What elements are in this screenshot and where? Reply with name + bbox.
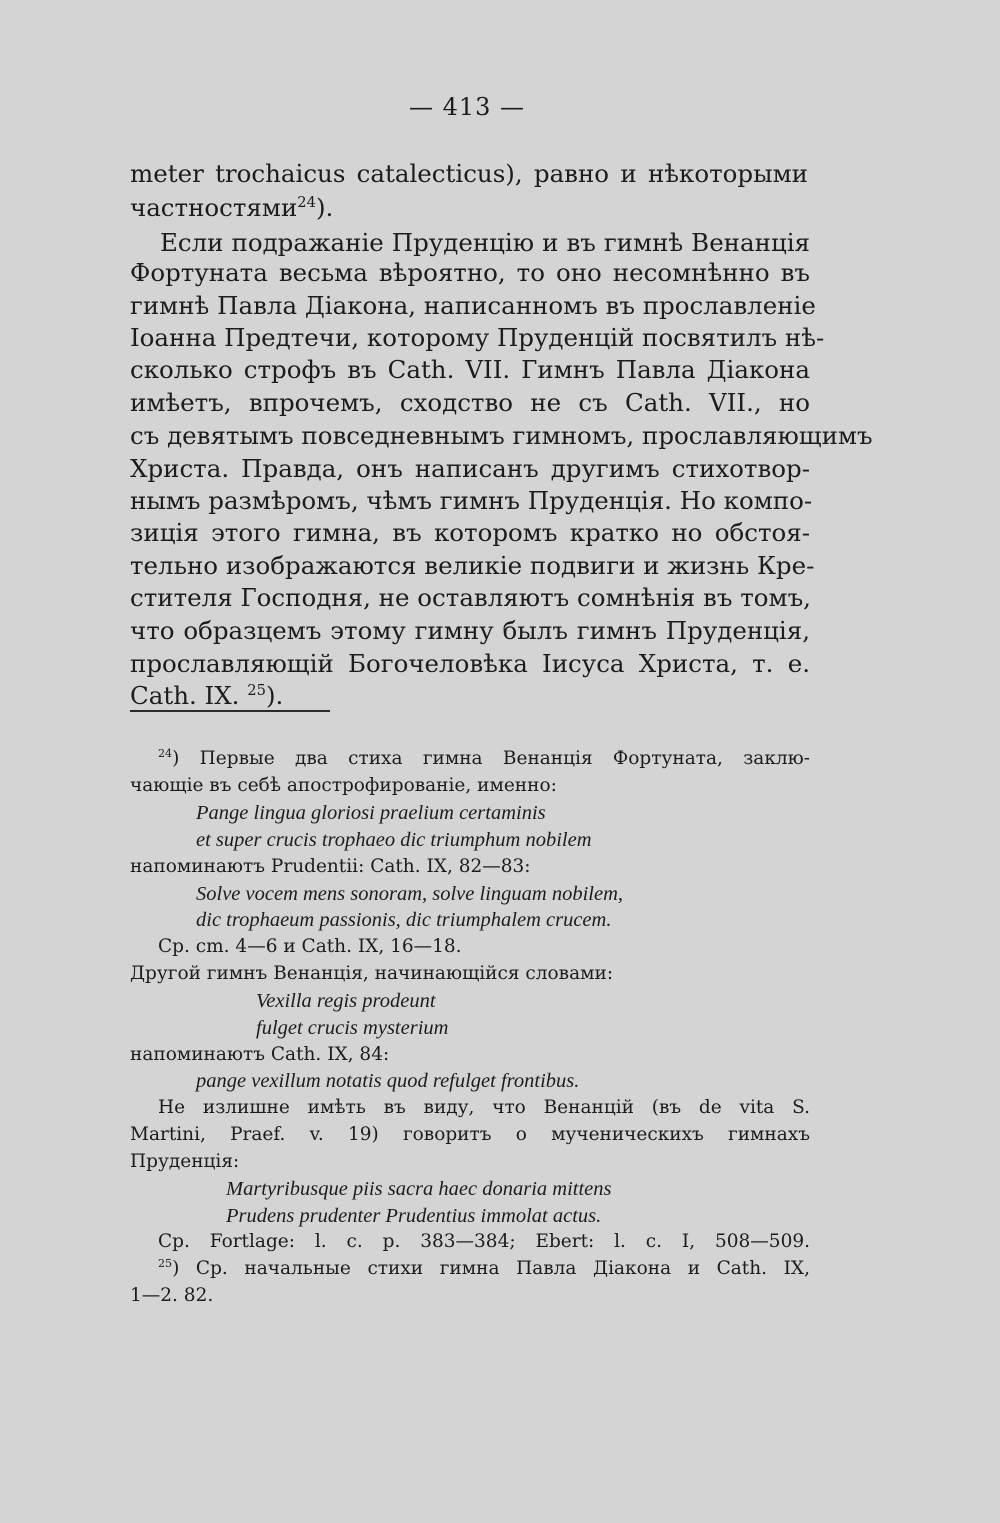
footnote-line-text: Solve vocem mens sonoram, solve linguam nobilem, [196,883,623,905]
paragraph-line-text: Если подражаніе Пруденцію и въ гимнѣ Венанція [160,228,810,257]
paragraph-line [130,453,810,485]
paragraph-line [130,192,430,224]
footnote-line-text: Cp. cm. 4—6 и Cath. IX, 16—18. [158,936,462,957]
paragraph-line-text: Cath. IX. [130,681,248,710]
paragraph-line [130,517,810,549]
footnote-line [158,1229,810,1255]
paragraph-line [130,387,810,419]
footnote-line-text: Prudens prudenter Prudentius immolat actus. [226,1205,602,1227]
paragraph-line [160,227,810,259]
footnote-line-text: Другой гимнъ Венанція, начинающійся словами: [130,963,614,984]
footnote-line-text: напоминаютъ Prudentii: Cath. IX, 82—83: [130,856,531,877]
footnote-line-text: Martini, Praef. v. 19) говоритъ о мученическихъ гимнахъ [130,1124,810,1145]
paragraph-line [130,158,808,190]
paragraph-line [130,290,816,322]
footnote-line [130,773,630,799]
paragraph-line [130,582,810,614]
footnote-marker: 25 [247,681,266,699]
paragraph-line-text: Христа. Правда, онъ написанъ другимъ стихотвор- [130,454,810,483]
paragraph-line [130,257,810,289]
paragraph-line-text: стителя Господня, не оставляютъ сомнѣнія въ томъ, [130,583,811,612]
footnote-marker: 25 [158,1256,173,1270]
footnote-line-text: Martyribusque piis sacra haec donaria mittens [226,1178,612,1200]
footnote-line-text: чающіе въ себѣ апострофированіе, именно: [130,775,557,796]
paragraph-line-text: нымъ размѣромъ, чѣмъ гимнъ Пруденція. Но компо- [130,486,813,515]
footnote-line-text: dic trophaeum passionis, dic triumphalem crucem. [196,909,612,931]
paragraph-line-text: Іоанна Предтечи, которому Пруденцій посвятилъ нѣ- [130,323,825,352]
page-number: — 413 — [408,93,526,121]
paragraph-line-text: прославляющій Богочеловѣка Іисуса Христа, т. е. [130,649,810,678]
footnote-line [256,1015,556,1041]
footnote-line [158,1256,810,1282]
footnote-line [196,881,756,907]
footnote-marker: 24 [158,746,173,760]
paragraph-line-text: что образцемъ этому гимну былъ гимнъ Пруденція, [130,616,810,645]
footnote-line [130,1283,330,1309]
paragraph-line-text: имѣетъ, впрочемъ, сходство не съ Cath. VII., но [130,388,810,417]
paragraph-line-text: Фортуната весьма вѣроятно, то оно несомнѣнно въ [130,258,810,287]
footnote-line-text: Vexilla regis prodeunt [256,990,436,1012]
footnote-line [226,1176,726,1202]
footnote-line-text: Pange lingua gloriosi praelium certaminis [196,802,546,824]
paragraph-line-text: частностями [130,193,298,222]
paragraph-line [130,354,810,386]
footnote-line [196,827,716,853]
footnote-line [226,1203,726,1229]
paragraph-line [130,485,813,517]
paragraph-line [130,550,815,582]
paragraph-line [130,648,810,680]
footnote-line-text: fulget crucis mysterium [256,1017,449,1039]
footnote-line [130,1122,810,1148]
paragraph-line [130,322,825,354]
footnote-marker: 24 [297,193,316,211]
paragraph-line-text: зиція этого гимна, въ которомъ кратко но обстоя- [130,518,810,547]
paragraph-line-text: гимнѣ Павла Діакона, написанномъ въ прославленіе [130,291,816,320]
footnote-line [130,854,630,880]
footnote-line-text: et super crucis trophaeo dic triumphum nobilem [196,829,592,851]
footnote-line [158,934,608,960]
footnote-line [196,1068,716,1094]
paragraph-line [130,680,380,712]
footnote-line-tail: ) Cp. начальные стихи гимна Павла Діакона и Cath. IX, [172,1258,810,1279]
footnote-line [130,1149,330,1175]
footnote-line [130,961,670,987]
footnote-line [196,907,756,933]
footnote-line-text: напоминаютъ Cath. IX, 84: [130,1044,390,1065]
footnote-line [196,800,696,826]
footnote-line [158,746,810,772]
paragraph-line-text: тельно изображаются великіе подвиги и жизнь Кре- [130,551,815,580]
footnote-line-text: 1—2. 82. [130,1285,214,1306]
footnote-line-text: Не излишне имѣть въ виду, что Венанцій (въ de vita S. [158,1097,810,1118]
paragraph-line-tail: ). [265,681,284,710]
footnote-line-tail: ) Первые два стиха гимна Венанція Фортуната, заклю- [172,748,810,769]
footnote-line [256,988,556,1014]
footnote-line [158,1095,810,1121]
footnote-line [130,1042,530,1068]
paragraph-line-text: съ девятымъ повседневнымъ гимномъ, прославляющимъ [130,421,873,450]
paragraph-line-text: сколько строфъ въ Cath. VII. Гимнъ Павла Діакона [130,355,810,384]
footnote-line-text: pange vexillum notatis quod refulget frontibus. [196,1070,580,1092]
paragraph-line-text: meter trochaicus catalecticus), равно и нѣкоторыми [130,159,808,188]
footnote-separator [130,710,330,712]
footnote-line-text: Cp. Fortlage: l. c. p. 383—384; Ebert: l. c. I, 508—509. [158,1231,810,1252]
paragraph-line [130,420,873,452]
paragraph-line [130,615,810,647]
footnote-line-text: Пруденція: [130,1151,240,1172]
paragraph-line-tail: ). [315,193,334,222]
